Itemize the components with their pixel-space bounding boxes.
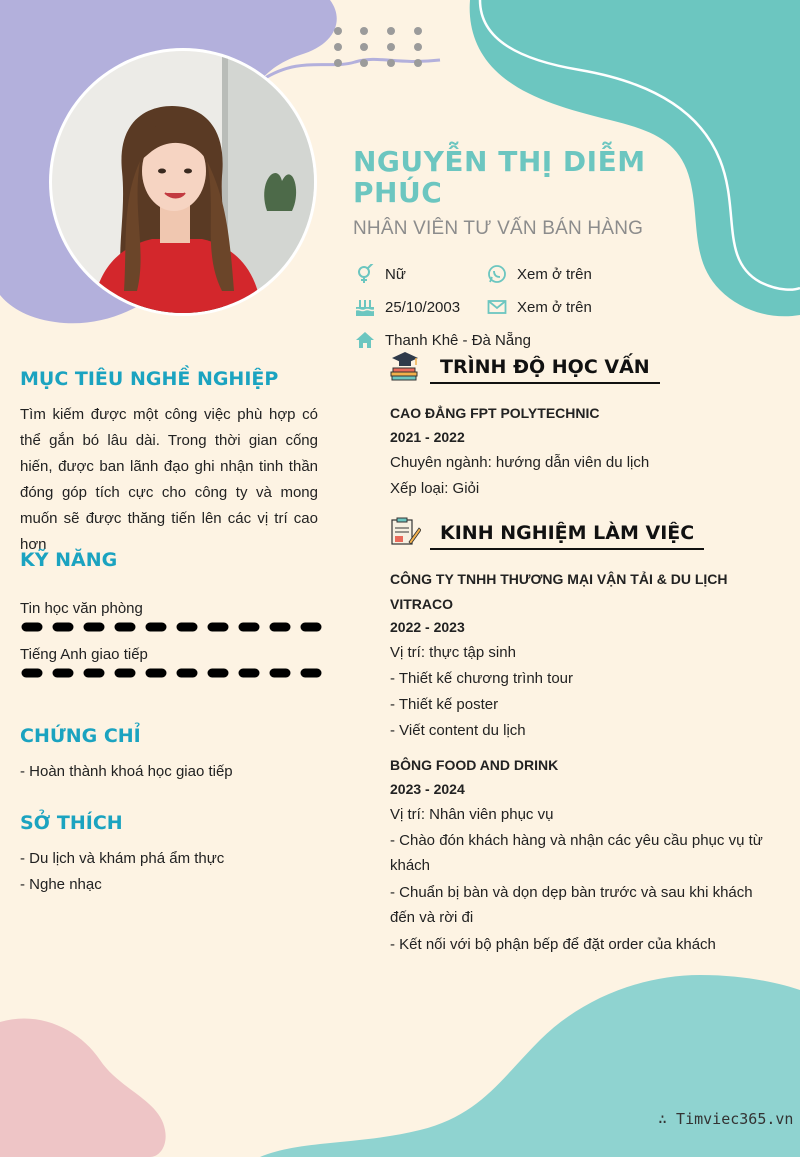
education-grade: Xếp loại: Giỏi <box>390 480 480 497</box>
contact-address <box>355 330 531 350</box>
gender-value: Nữ <box>385 265 406 283</box>
watermark: ∴ Timviec365.vn <box>658 1110 794 1128</box>
job-1-task-0: - Chào đón khách hàng và nhận các yêu cầu phục vụ từ khách <box>390 832 763 874</box>
skill-name-0: Tin học văn phòng <box>20 600 143 617</box>
email-value: Xem ở trên <box>517 298 592 316</box>
job-0-company: CÔNG TY TNHH THƯƠNG MẠI VẬN TẢI & DU LỊCH VITRACO <box>390 571 728 612</box>
birthday-cake-icon <box>355 297 375 317</box>
job-0-task-1: - Thiết kế poster <box>390 696 499 713</box>
graduation-cap-icon <box>389 350 421 382</box>
education-years: 2021 - 2022 <box>390 429 465 445</box>
pink-blob <box>0 1018 166 1157</box>
contact-gender <box>355 264 406 284</box>
address-value: Thanh Khê - Đà Nẵng <box>385 331 531 349</box>
education-major: Chuyên ngành: hướng dẫn viên du lịch <box>390 454 650 471</box>
hobbies-title: SỞ THÍCH <box>20 812 123 834</box>
job-1-company: BÔNG FOOD AND DRINK <box>390 757 559 773</box>
avatar-illustration <box>52 51 314 313</box>
education-title: TRÌNH ĐỘ HỌC VẤN <box>430 356 660 384</box>
experience-title: KINH NGHIỆM LÀM VIỆC <box>430 522 704 550</box>
gender-icon <box>355 264 375 284</box>
phone-value: Xem ở trên <box>517 265 592 283</box>
home-icon <box>355 330 375 350</box>
job-0-position: Vị trí: thực tập sinh <box>390 644 516 661</box>
objective-title: MỤC TIÊU NGHỀ NGHIỆP <box>20 368 279 390</box>
job-0-task-2: - Viết content du lịch <box>390 722 526 739</box>
birthday-value: 25/10/2003 <box>385 298 461 316</box>
job-1-task-2: - Kết nối với bộ phận bếp để đặt order của khách <box>390 936 716 953</box>
envelope-icon <box>487 297 507 317</box>
skill-name-1: Tiếng Anh giao tiếp <box>20 646 148 663</box>
contact-email <box>487 297 592 317</box>
certificate-item-0: - Hoàn thành khoá học giao tiếp <box>20 763 233 780</box>
avatar <box>52 51 314 313</box>
job-1-task-1: - Chuẩn bị bàn và dọn dẹp bàn trước và sau khi khách đến và rời đi <box>390 884 753 926</box>
objective-text: Tìm kiếm được một công việc phù hợp có thể gắn bó lâu dài. Trong thời gian cống hiến, được ban lãnh đạo ghi nhận tinh thần đóng góp tích cực cho công ty và mong muốn sẽ được thăng tiến lên các vị trí cao hơn <box>20 406 318 553</box>
contact-birthday <box>355 297 460 317</box>
skill-level-1 <box>20 667 322 679</box>
lavender-line <box>262 59 440 80</box>
job-1-position: Vị trí: Nhân viên phục vụ <box>390 806 554 823</box>
skills-title: KỸ NĂNG <box>20 549 118 571</box>
skill-level-0 <box>20 621 322 633</box>
hobby-item-0: - Du lịch và khám phá ẩm thực <box>20 850 225 867</box>
hobby-item-1: - Nghe nhạc <box>20 876 102 893</box>
whatsapp-icon <box>487 264 507 284</box>
education-school: CAO ĐẲNG FPT POLYTECHNIC <box>390 405 600 421</box>
bottom-teal-blob <box>260 975 800 1157</box>
certificates-title: CHỨNG CHỈ <box>20 725 141 747</box>
job-0-years: 2022 - 2023 <box>390 619 465 635</box>
work-experience-icon <box>389 516 421 548</box>
job-1-years: 2023 - 2024 <box>390 781 465 797</box>
full-name: NGUYỄN THỊ DIỄM PHÚC <box>353 145 646 209</box>
job-title: NHÂN VIÊN TƯ VẤN BÁN HÀNG <box>353 218 644 239</box>
contact-phone <box>487 264 592 284</box>
job-0-task-0: - Thiết kế chương trình tour <box>390 670 574 687</box>
